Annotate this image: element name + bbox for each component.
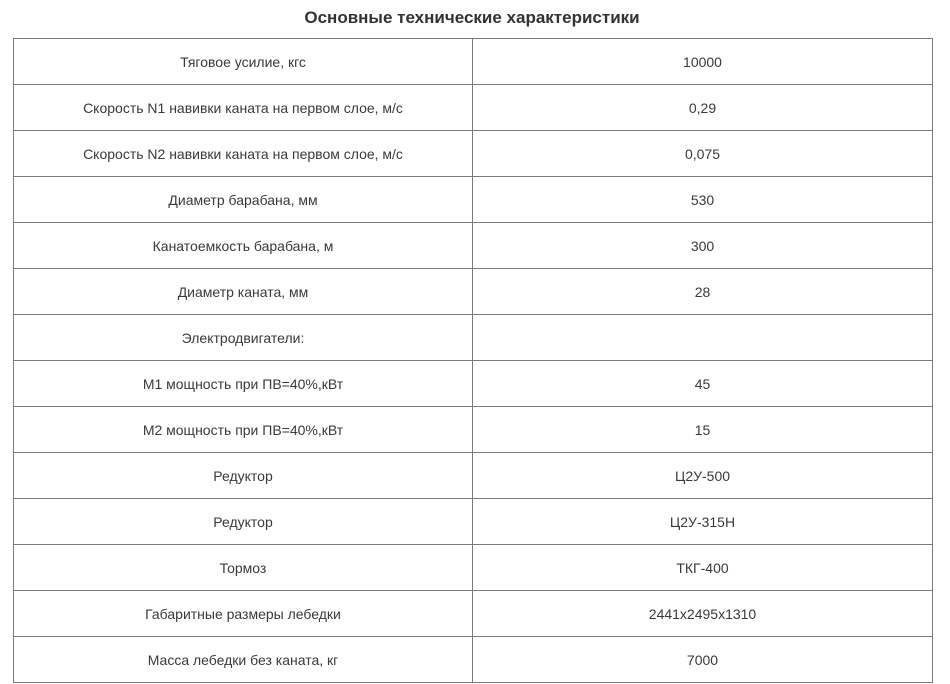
table-row [14,223,933,269]
value-cell [473,315,933,361]
table-row [14,315,933,361]
value-cell: 0,29 [473,85,933,131]
param-cell: Редуктор [14,453,473,499]
param-cell: Диаметр каната, мм [14,269,473,315]
value-cell: Ц2У-500 [473,453,933,499]
value-cell: 0,075 [473,131,933,177]
param-cell: Канатоемкость барабана, м [14,223,473,269]
value-cell: 45 [473,361,933,407]
value-cell: 28 [473,269,933,315]
param-cell: Скорость N2 навивки каната на первом слое, м/с [14,131,473,177]
value-cell: 15 [473,407,933,453]
value-cell: 7000 [473,637,933,683]
param-cell: М1 мощность при ПВ=40%,кВт [14,361,473,407]
value-cell: 530 [473,177,933,223]
table-row [14,545,933,591]
param-cell: Редуктор [14,499,473,545]
table-title: Основные технические характеристики [304,8,640,27]
value-cell: Ц2У-315Н [473,499,933,545]
table-row [14,591,933,637]
table-row [14,361,933,407]
table-row [14,407,933,453]
param-cell: М2 мощность при ПВ=40%,кВт [14,407,473,453]
param-cell: Тяговое усилие, кгс [14,39,473,85]
table-row [14,499,933,545]
param-cell: Диаметр барабана, мм [14,177,473,223]
param-cell: Масса лебедки без каната, кг [14,637,473,683]
param-cell: Габаритные размеры лебедки [14,591,473,637]
table-row [14,269,933,315]
param-cell: Электродвигатели: [14,315,473,361]
value-cell: 2441х2495х1310 [473,591,933,637]
value-cell: 10000 [473,39,933,85]
table-row [14,637,933,683]
table-row [14,131,933,177]
value-cell: 300 [473,223,933,269]
value-cell: ТКГ-400 [473,545,933,591]
table-row [14,177,933,223]
table-row [14,85,933,131]
table-row [14,39,933,85]
specs-table [13,38,933,683]
table-row [14,453,933,499]
param-cell: Скорость N1 навивки каната на первом слое, м/с [14,85,473,131]
param-cell: Тормоз [14,545,473,591]
